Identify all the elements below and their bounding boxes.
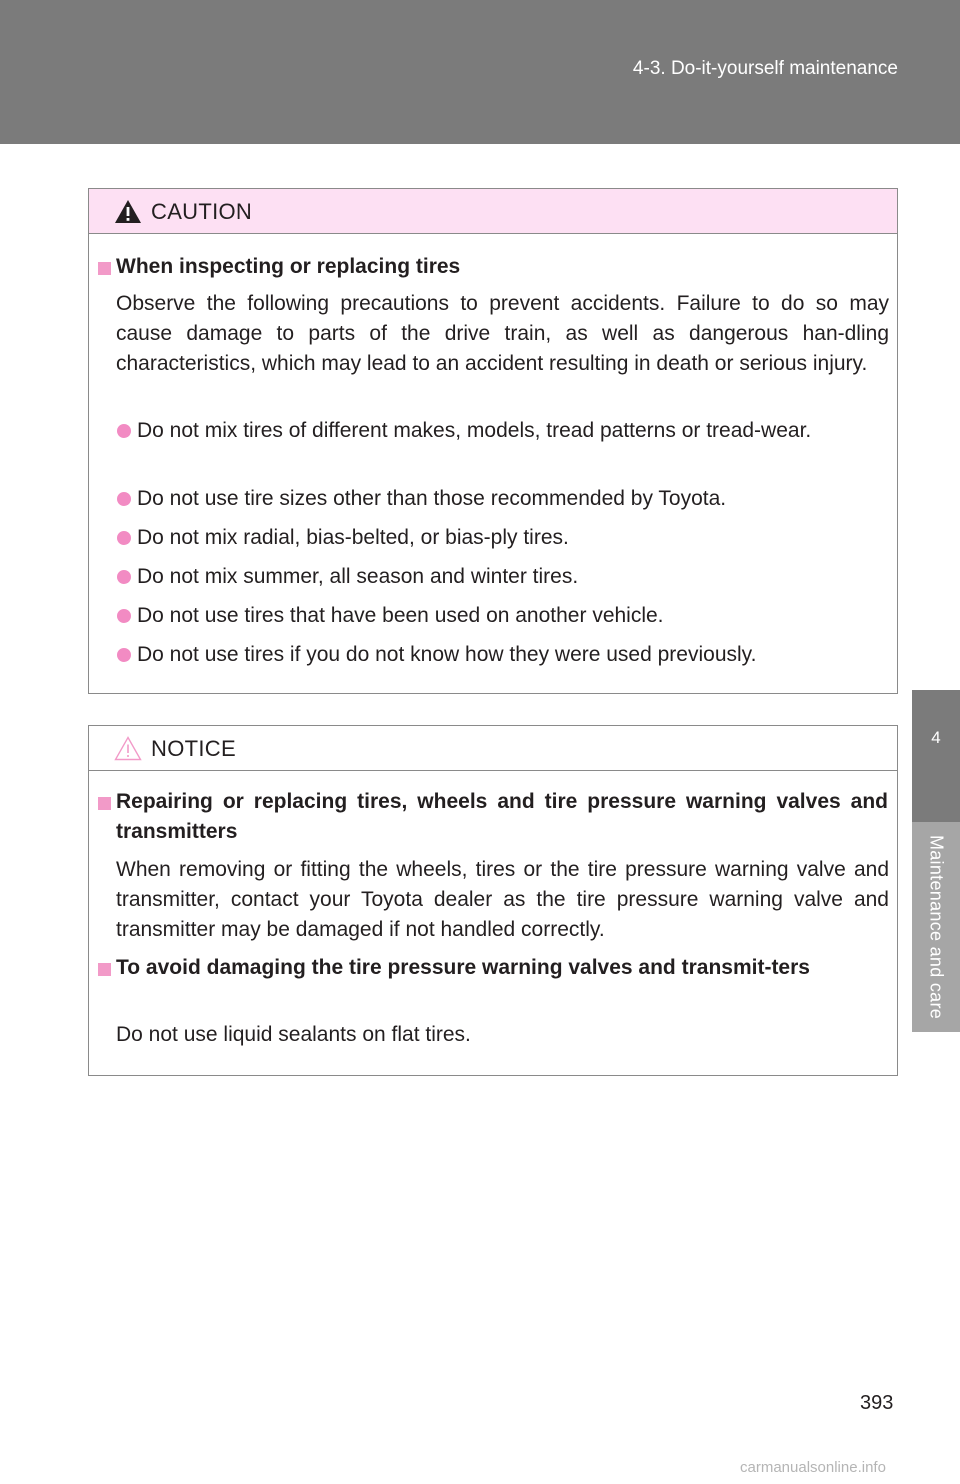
caution-header <box>89 189 897 234</box>
notice-item-title: Repairing or replacing tires, wheels and tire pressure warning valves and transmitters <box>116 790 888 843</box>
caution-item-title: When inspecting or replacing tires <box>116 255 461 278</box>
notice-item-title: To avoid damaging the tire pressure warning valves and transmit-ters <box>116 956 810 979</box>
circle-bullet-icon <box>117 531 131 545</box>
watermark: carmanualsonline.info <box>740 1459 886 1476</box>
list-item: Do not use tire sizes other than those recommended by Toyota. <box>117 484 889 514</box>
square-bullet-icon <box>98 262 111 275</box>
circle-bullet-icon <box>117 492 131 506</box>
header-band <box>0 0 960 144</box>
page-number: 393 <box>860 1392 894 1414</box>
chapter-number: 4 <box>931 728 941 747</box>
square-bullet-icon <box>98 963 111 976</box>
caution-title: CAUTION <box>151 199 253 224</box>
notice-item-heading <box>98 953 888 983</box>
list-item: Do not mix summer, all season and winter tires. <box>117 562 889 592</box>
list-item: Do not mix radial, bias-belted, or bias-ply tires. <box>117 523 889 553</box>
notice-item-heading <box>98 787 888 847</box>
warning-filled-icon <box>114 199 142 224</box>
circle-bullet-icon <box>117 570 131 584</box>
section-header: 4-3. Do-it-yourself maintenance <box>632 58 898 79</box>
warning-outline-icon <box>114 736 142 761</box>
circle-bullet-icon <box>117 609 131 623</box>
chapter-tab[interactable] <box>912 690 960 822</box>
chapter-label-tab <box>912 822 960 1032</box>
circle-bullet-icon <box>117 648 131 662</box>
caution-item-heading <box>98 252 888 282</box>
notice-item-text: Do not use liquid sealants on flat tires. <box>116 1023 471 1046</box>
list-item: Do not use tires that have been used on another vehicle. <box>117 601 889 631</box>
square-bullet-icon <box>98 797 111 810</box>
notice-title: NOTICE <box>151 736 236 761</box>
list-item: Do not use tires if you do not know how they were used previously. <box>117 640 889 670</box>
caution-intro: Observe the following precautions to prevent accidents. Failure to do so may cause damage to parts of the drive train, as well as dangerous han-dling characteristics, which may lead to an accident resulting in death or serious injury. <box>116 292 889 375</box>
circle-bullet-icon <box>117 424 131 438</box>
notice-header <box>89 726 897 771</box>
notice-item-text: When removing or fitting the wheels, tires or the tire pressure warning valve and transmitter, contact your Toyota dealer as the tire pressure warning valve and transmitter may be damaged if not handled correctly. <box>116 858 889 941</box>
chapter-label: Maintenance and care <box>926 834 947 1020</box>
list-item: Do not mix tires of different makes, models, tread patterns or tread-wear. <box>117 416 889 446</box>
